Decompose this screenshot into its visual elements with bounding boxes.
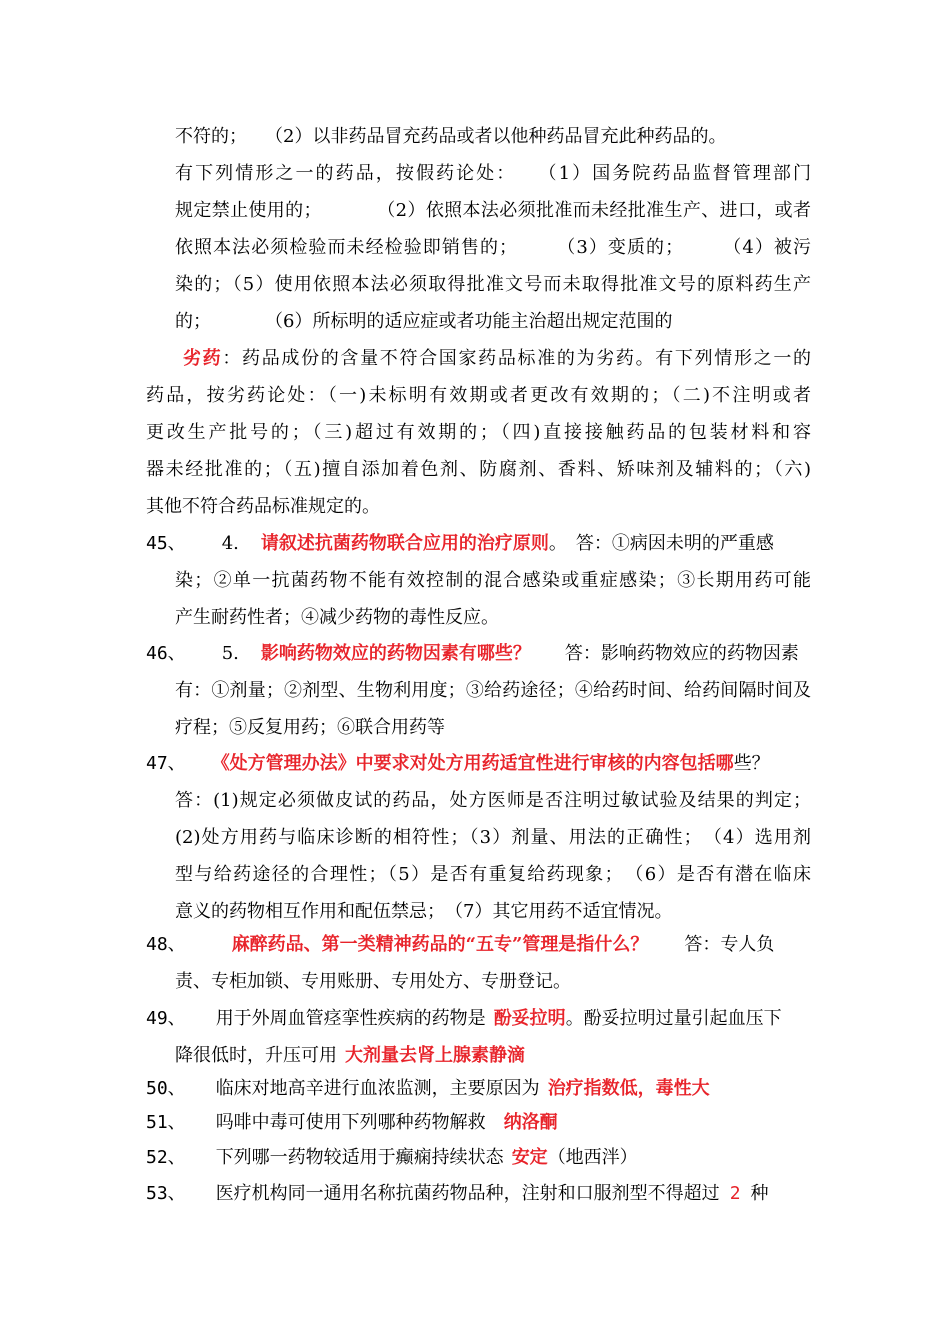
- question-number: 45、: [146, 533, 186, 554]
- answer-highlight: 酚妥拉明: [493, 1008, 566, 1029]
- text-line: 器未经批准的；（五)擅自添加着色剂、防腐剂、香料、矫味剂及辅料的；（六): [146, 459, 811, 480]
- answer-line: (2)处方用药与临床诊断的相符性；（3）剂量、用法的正确性； （4）选用剂: [175, 827, 811, 848]
- answer-line: 降很低时，升压可用 大剂量去肾上腺素静滴: [175, 1045, 525, 1066]
- text-line: 染的；（5）使用依照本法必须取得批准文号而未取得批准文号的原料药生产: [175, 274, 811, 295]
- question-number: 48、: [146, 934, 186, 955]
- question-number: 52、: [146, 1147, 186, 1168]
- question-text: 请叙述抗菌药物联合应用的治疗原则: [260, 533, 549, 554]
- question-49: 49、 用于外周血管痉挛性疾病的药物是 酚妥拉明。酚妥拉明过量引起血压下: [146, 1008, 782, 1029]
- answer-line: 疗程；⑤反复用药；⑥联合用药等: [175, 717, 445, 738]
- answer-highlight: 2: [729, 1183, 741, 1204]
- answer-highlight: 安定: [511, 1147, 548, 1168]
- question-45: 45、 4. 请叙述抗菌药物联合应用的治疗原则。 答：①病因未明的严重感: [146, 533, 774, 554]
- question-53: 53、 医疗机构同一通用名称抗菌药物品种，注射和口服剂型不得超过 2 种: [146, 1183, 769, 1204]
- question-47: 47、 《处方管理办法》中要求对处方用药适宜性进行审核的内容包括哪些？: [146, 753, 770, 774]
- question-number: 50、: [146, 1078, 186, 1099]
- text-line: 有下列情形之一的药品，按假药论处： （1）国务院药品监督管理部门: [175, 163, 811, 184]
- question-text: 影响药物效应的药物因素有哪些？: [260, 643, 531, 664]
- answer-highlight: 治疗指数低，毒性大: [547, 1078, 710, 1099]
- text-line: 的； （6）所标明的适应症或者功能主治超出规定范围的: [175, 311, 673, 332]
- question-51: 51、 吗啡中毒可使用下列哪种药物解救 纳洛酮: [146, 1112, 558, 1133]
- question-50: 50、 临床对地高辛进行血浓监测，主要原因为 治疗指数低，毒性大: [146, 1078, 710, 1099]
- answer-highlight: 纳洛酮: [503, 1112, 558, 1133]
- text-line: 规定禁止使用的； （2）依照本法必须批准而未经批准生产、进口，或者: [175, 200, 811, 221]
- question-number: 53、: [146, 1183, 186, 1204]
- answer-highlight: 大剂量去肾上腺素静滴: [345, 1045, 525, 1066]
- question-text: 《处方管理办法》中要求对处方用药适宜性进行审核的内容包括哪: [211, 753, 734, 774]
- answer-line: 责、专柜加锁、专用账册、专用处方、专册登记。: [175, 971, 571, 992]
- answer-line: 型与给药途径的合理性；（5）是否有重复给药现象； （6）是否有潜在临床: [175, 864, 811, 885]
- answer-line: 产生耐药性者；④减少药物的毒性反应。: [175, 607, 499, 628]
- question-48: 48、 麻醉药品、第一类精神药品的“五专”管理是指什么？ 答：专人负: [146, 934, 775, 955]
- answer-line: 有：①剂量；②剂型、生物利用度；③给药途径；④给药时间、给药间隔时间及: [175, 680, 811, 701]
- question-number: 46、: [146, 643, 186, 664]
- text-line: 不符的； （2）以非药品冒充药品或者以他种药品冒充此种药品的。: [175, 126, 727, 147]
- question-text: 麻醉药品、第一类精神药品的“五专”管理是指什么？: [231, 934, 649, 955]
- text-line: 劣药：药品成份的含量不符合国家药品标准的为劣药。有下列情形之一的: [183, 348, 811, 369]
- answer-line: 意义的药物相互作用和配伍禁忌； （7）其它用药不适宜情况。: [175, 901, 673, 922]
- question-52: 52、 下列哪一药物较适用于癫痫持续状态 安定（地西泮）: [146, 1147, 638, 1168]
- text-line: 依照本法必须检验而未经检验即销售的； （3）变质的； （4）被污: [175, 237, 811, 258]
- text-line: 药品，按劣药论处：（一)未标明有效期或者更改有效期的；（二)不注明或者: [146, 385, 811, 406]
- text-line: 更改生产批号的；（三)超过有效期的；（四)直接接触药品的包装材料和容: [146, 422, 811, 443]
- question-number: 51、: [146, 1112, 186, 1133]
- question-number: 47、: [146, 753, 186, 774]
- term-inferior-drug: 劣药: [183, 348, 223, 369]
- answer-line: 答：(1)规定必须做皮试的药品，处方医师是否注明过敏试验及结果的判定；: [175, 790, 811, 811]
- question-number: 49、: [146, 1008, 186, 1029]
- text-line: 其他不符合药品标准规定的。: [146, 496, 380, 517]
- answer-line: 染；②单一抗菌药物不能有效控制的混合感染或重症感染；③长期用药可能: [175, 570, 811, 591]
- question-46: 46、 5. 影响药物效应的药物因素有哪些？ 答：影响药物效应的药物因素: [146, 643, 799, 664]
